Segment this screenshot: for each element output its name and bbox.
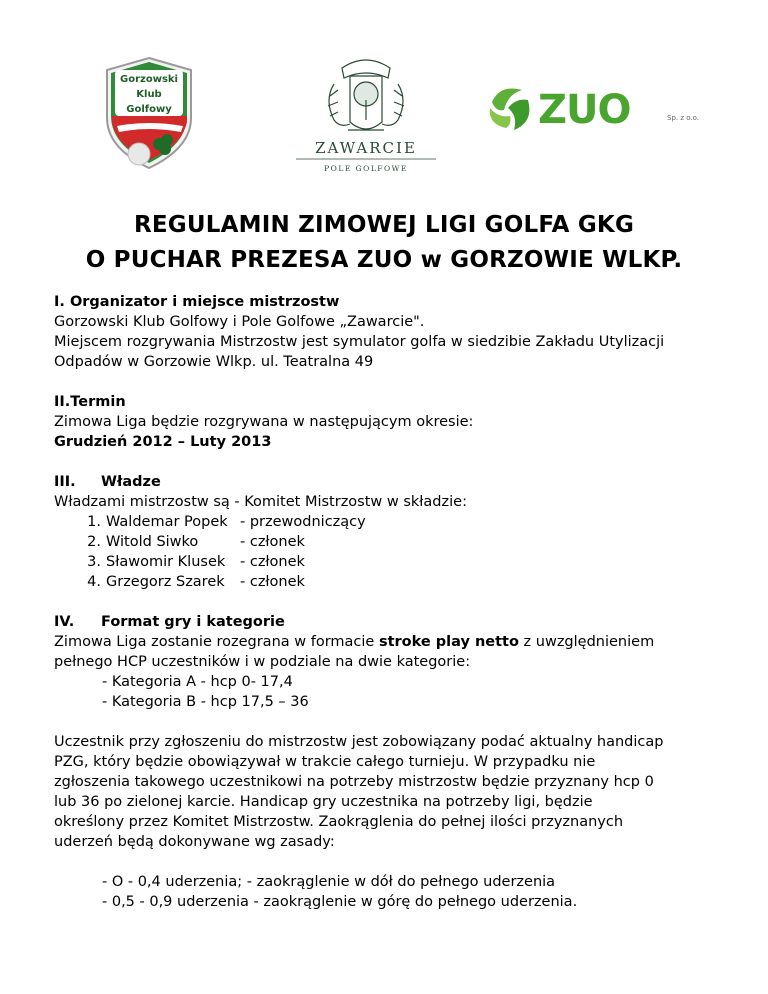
gkg-logo-line1: Gorzowski <box>120 74 178 85</box>
section-3-heading <box>54 472 724 492</box>
section-1-heading: I. Organizator i miejsce mistrzostw <box>54 294 340 310</box>
section-3-title: Władze <box>101 474 161 490</box>
gkg-logo-line2: Klub <box>136 89 162 100</box>
format-stroke-play: stroke play netto <box>378 634 519 650</box>
category-b: - Kategoria B - hcp 17,5 – 36 <box>102 694 309 710</box>
handicap-paragraph-line: określony przez Komitet Mistrzostw. Zaokrąglenia do pełnej ilości przyznanych <box>54 814 624 830</box>
gkg-logo <box>103 56 195 170</box>
handicap-paragraph-line: zgłoszenia takowego uczestnikowi na potrzeby mistrzostw będzie przyznany hcp 0 <box>54 774 654 790</box>
list-item-role: - członek <box>240 574 305 590</box>
handicap-paragraph-line: uderzeń będą dokonywane wg zasady: <box>54 834 335 850</box>
zuo-logo-name: ZUO <box>538 87 631 133</box>
format-text-post: z uwzględnieniem <box>518 634 655 650</box>
logo-bar <box>0 0 768 180</box>
list-item-role: - członek <box>240 534 305 550</box>
section-4-format-line-2: pełnego HCP uczestników i w podziale na dwie kategorie: <box>54 654 471 670</box>
category-a: - Kategoria A - hcp 0- 17,4 <box>102 674 293 690</box>
zuo-logo-suffix: Sp. z o.o. <box>667 114 700 122</box>
format-text-pre: Zimowa Liga zostanie rozegrana w formacie <box>54 634 379 650</box>
section-3-intro: Władzami mistrzostw są - Komitet Mistrzostw w składzie: <box>54 494 467 510</box>
rounding-rule-2: - 0,5 - 0,9 uderzenia - zaokrąglenie w górę do pełnego uderzenia. <box>102 894 578 910</box>
list-item-number: 1. <box>87 514 101 530</box>
list-item-role: - członek <box>240 554 305 570</box>
zawarcie-logo <box>290 50 442 176</box>
rounding-rule-1: - O - 0,4 uderzenia; - zaokrąglenie w dół do pełnego uderzenia <box>102 874 556 890</box>
section-4-format-line <box>54 632 724 652</box>
committee-list <box>54 512 724 592</box>
list-item-name: Grzegorz Szarek <box>106 574 225 590</box>
list-item-role: - przewodniczący <box>240 514 366 530</box>
list-item-name: Waldemar Popek <box>106 514 228 530</box>
list-item-number: 3. <box>87 554 101 570</box>
section-1-line-2: Miejscem rozgrywania Mistrzostw jest symulator golfa w siedzibie Zakładu Utylizacji <box>54 334 665 350</box>
section-2-dates: Grudzień 2012 – Luty 2013 <box>54 434 272 450</box>
list-item <box>74 572 724 592</box>
zuo-logo <box>486 82 708 134</box>
list-item <box>74 512 724 532</box>
section-1-line-1: Gorzowski Klub Golfowy i Pole Golfowe „Zawarcie". <box>54 314 425 330</box>
section-2-heading: II.Termin <box>54 394 126 410</box>
zawarcie-logo-name: ZAWARCIE <box>315 139 417 157</box>
list-item-number: 4. <box>87 574 101 590</box>
list-item <box>74 532 724 552</box>
list-item-name: Sławomir Klusek <box>106 554 226 570</box>
section-3-number: III. <box>54 474 76 490</box>
handicap-paragraph-line: Uczestnik przy zgłoszeniu do mistrzostw jest zobowiązany podać aktualny handicap <box>54 734 664 750</box>
section-4-title: Format gry i kategorie <box>101 614 285 630</box>
section-1-line-3: Odpadów w Gorzowie Wlkp. ul. Teatralna 49 <box>54 354 374 370</box>
section-2-line-1: Zimowa Liga będzie rozgrywana w następującym okresie: <box>54 414 474 430</box>
list-item-number: 2. <box>87 534 101 550</box>
handicap-paragraph-line: lub 36 po zielonej karcie. Handicap gry uczestnika na potrzeby ligi, będzie <box>54 794 593 810</box>
list-item <box>74 552 724 572</box>
document-body <box>54 292 724 912</box>
section-4-heading <box>54 612 724 632</box>
list-item-name: Witold Siwko <box>106 534 199 550</box>
section-4-number: IV. <box>54 614 75 630</box>
handicap-paragraph-line: PZG, który będzie obowiązywał w trakcie całego turnieju. W przypadku nie <box>54 754 596 770</box>
zawarcie-logo-subtitle: POLE GOLFOWE <box>324 164 408 173</box>
document-title-line-2: O PUCHAR PREZESA ZUO w GORZOWIE WLKP. <box>85 247 683 273</box>
gkg-logo-line3: Golfowy <box>126 104 172 115</box>
document-title-line-1: REGULAMIN ZIMOWEJ LIGI GOLFA GKG <box>133 212 635 238</box>
